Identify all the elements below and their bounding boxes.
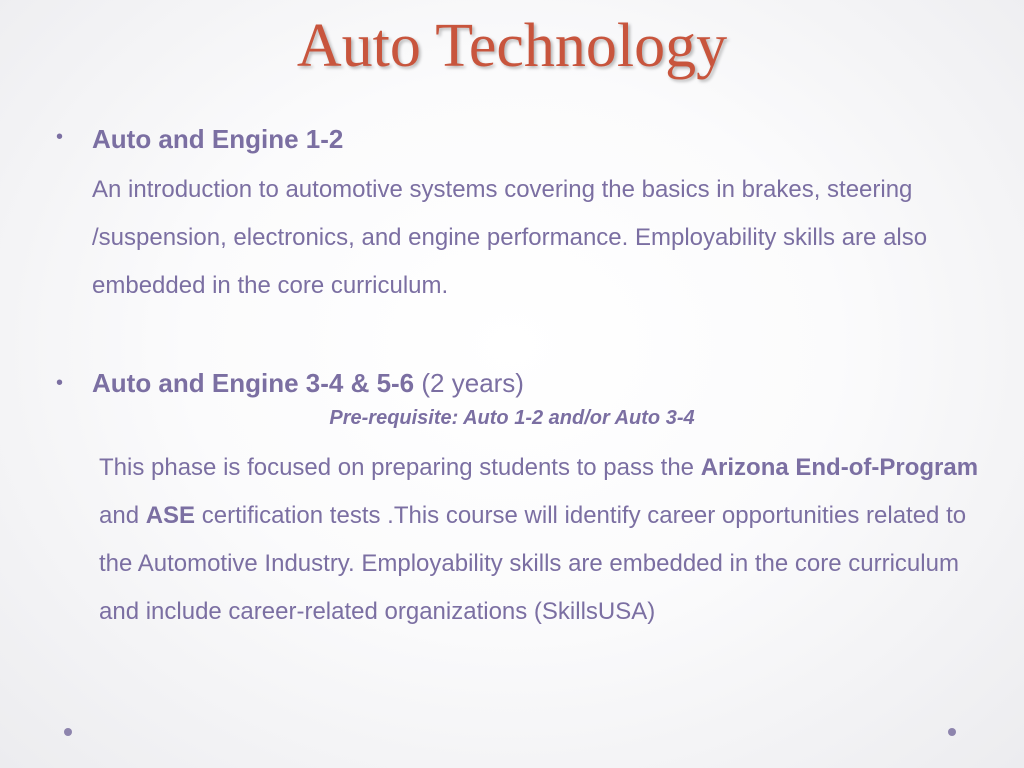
- section-2-body-text-2: and: [99, 502, 146, 529]
- section-2-body-text-3: certification tests .This course will identify career opportunities related to the Automotive Industry. Employability skills are embedded in the core curriculum and include career-related organizations (SkillsUSA): [99, 502, 967, 625]
- section-1-heading: [92, 122, 343, 156]
- section-1-body: An introduction to automotive systems covering the basics in brakes, steering /suspension, electronics, and engine performance. Employability skills are also embedded in the core curriculum.: [92, 176, 928, 299]
- corner-dot-left: [64, 728, 72, 736]
- section-1-heading-text: Auto and Engine 1-2: [92, 124, 344, 154]
- section-2-body: [99, 444, 979, 636]
- section-2-duration: (2 years): [421, 368, 524, 398]
- arizona-end-of-program-term: Arizona End-of-Program: [700, 454, 979, 481]
- section-2-body-text-1: This phase is focused on preparing students to pass the: [99, 454, 701, 481]
- section-2-heading: [92, 366, 524, 400]
- corner-dot-right: [948, 728, 956, 736]
- ase-term: ASE: [145, 502, 196, 529]
- slide-title: Auto Technology: [296, 12, 728, 80]
- section-2-heading-text: Auto and Engine 3-4 & 5-6: [92, 368, 415, 398]
- bullet-marker-2: •: [56, 372, 64, 394]
- bullet-marker-1: •: [56, 126, 64, 148]
- prerequisite-note: Pre-requisite: Auto 1-2 and/or Auto 3-4: [329, 407, 695, 429]
